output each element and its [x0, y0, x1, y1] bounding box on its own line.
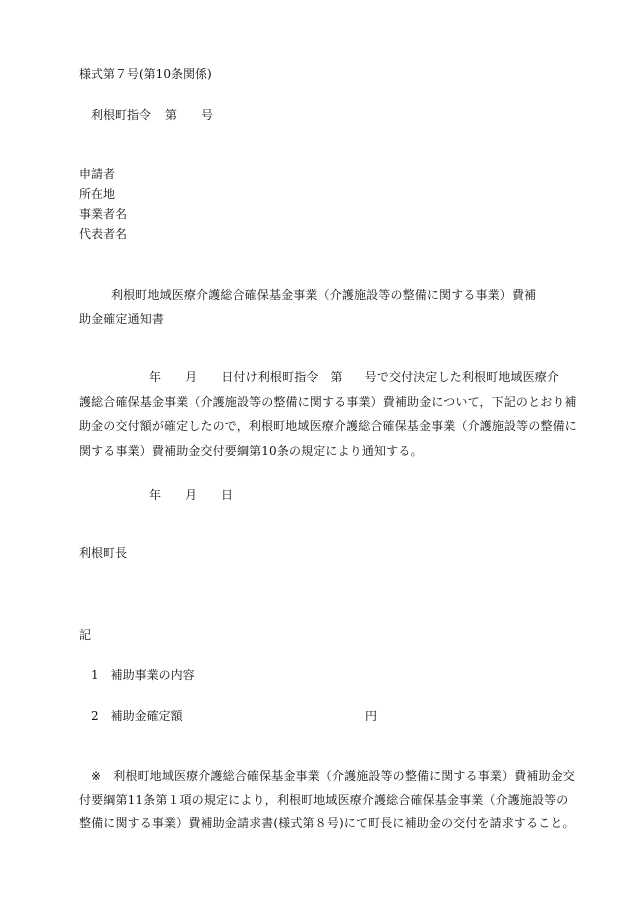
footnote-mark: ※ [91, 769, 102, 783]
title-line-1: 利根町地域医療介護総合確保基金事業（介護施設等の整備に関する事業）費補 [111, 288, 537, 302]
directive-dai: 第 [165, 108, 178, 122]
body-line-2: 護総合確保基金事業（介護施設等の整備に関する事業）費補助金について，下記のとおり補 [79, 394, 577, 409]
item-2-label: 補助金確定額 [110, 709, 183, 723]
date-day: 日 [221, 488, 234, 502]
directive-go: 号 [201, 108, 214, 122]
date-year: 年 [149, 488, 162, 502]
applicant-heading: 申請者 [79, 167, 116, 181]
footnote-line-3: 整備に関する事業）費補助金請求書(様式第８号)にて町長に補助金の交付を請求すること。 [79, 816, 575, 830]
item-2-unit: 円 [365, 709, 378, 723]
notice-body [79, 365, 577, 463]
footnote-text-1: 利根町地域医療介護総合確保基金事業（介護施設等の整備に関する事業）費補助金交 [113, 769, 575, 783]
business-name-label: 事業者名 [79, 207, 128, 221]
body-line-3: 助金の交付額が確定したので，利根町地域医療介護総合確保基金事業（介護施設等の整備に [79, 419, 577, 434]
item-1-number: 1 [91, 668, 99, 682]
item-2-number: 2 [91, 709, 99, 723]
body-month: 月 [185, 370, 198, 384]
body-date-ref: 日付け利根町指令 [221, 370, 319, 384]
representative-label: 代表者名 [79, 227, 128, 241]
footnote-line-1 [79, 765, 575, 789]
item-1-label: 補助事業の内容 [110, 668, 195, 682]
body-year: 年 [149, 370, 162, 384]
mayor-signature: 利根町長 [79, 546, 128, 560]
document-title [79, 284, 549, 331]
form-number: 様式第７号(第10条関係) [79, 67, 212, 81]
directive-prefix: 利根町指令 [91, 108, 152, 122]
body-line-1 [79, 365, 560, 390]
notice-date-line [149, 487, 233, 504]
body-rest-line-1: 号で交付決定した利根町地域医療介 [364, 370, 560, 384]
date-month: 月 [185, 488, 198, 502]
address-label: 所在地 [79, 187, 116, 201]
footnote [79, 765, 575, 836]
body-line-4: 関する事業）費補助金交付要綱第10条の規定により通知する。 [79, 443, 423, 458]
ki-heading: 記 [79, 628, 92, 642]
body-dai: 第 [330, 370, 343, 384]
title-line-2: 助金確定通知書 [79, 311, 165, 326]
directive-number-line [91, 107, 213, 124]
item-1 [91, 667, 195, 684]
footnote-line-2: 付要綱第11条第１項の規定により，利根町地域医療介護総合確保基金事業（介護施設等の [79, 792, 569, 807]
item-2 [91, 708, 183, 725]
